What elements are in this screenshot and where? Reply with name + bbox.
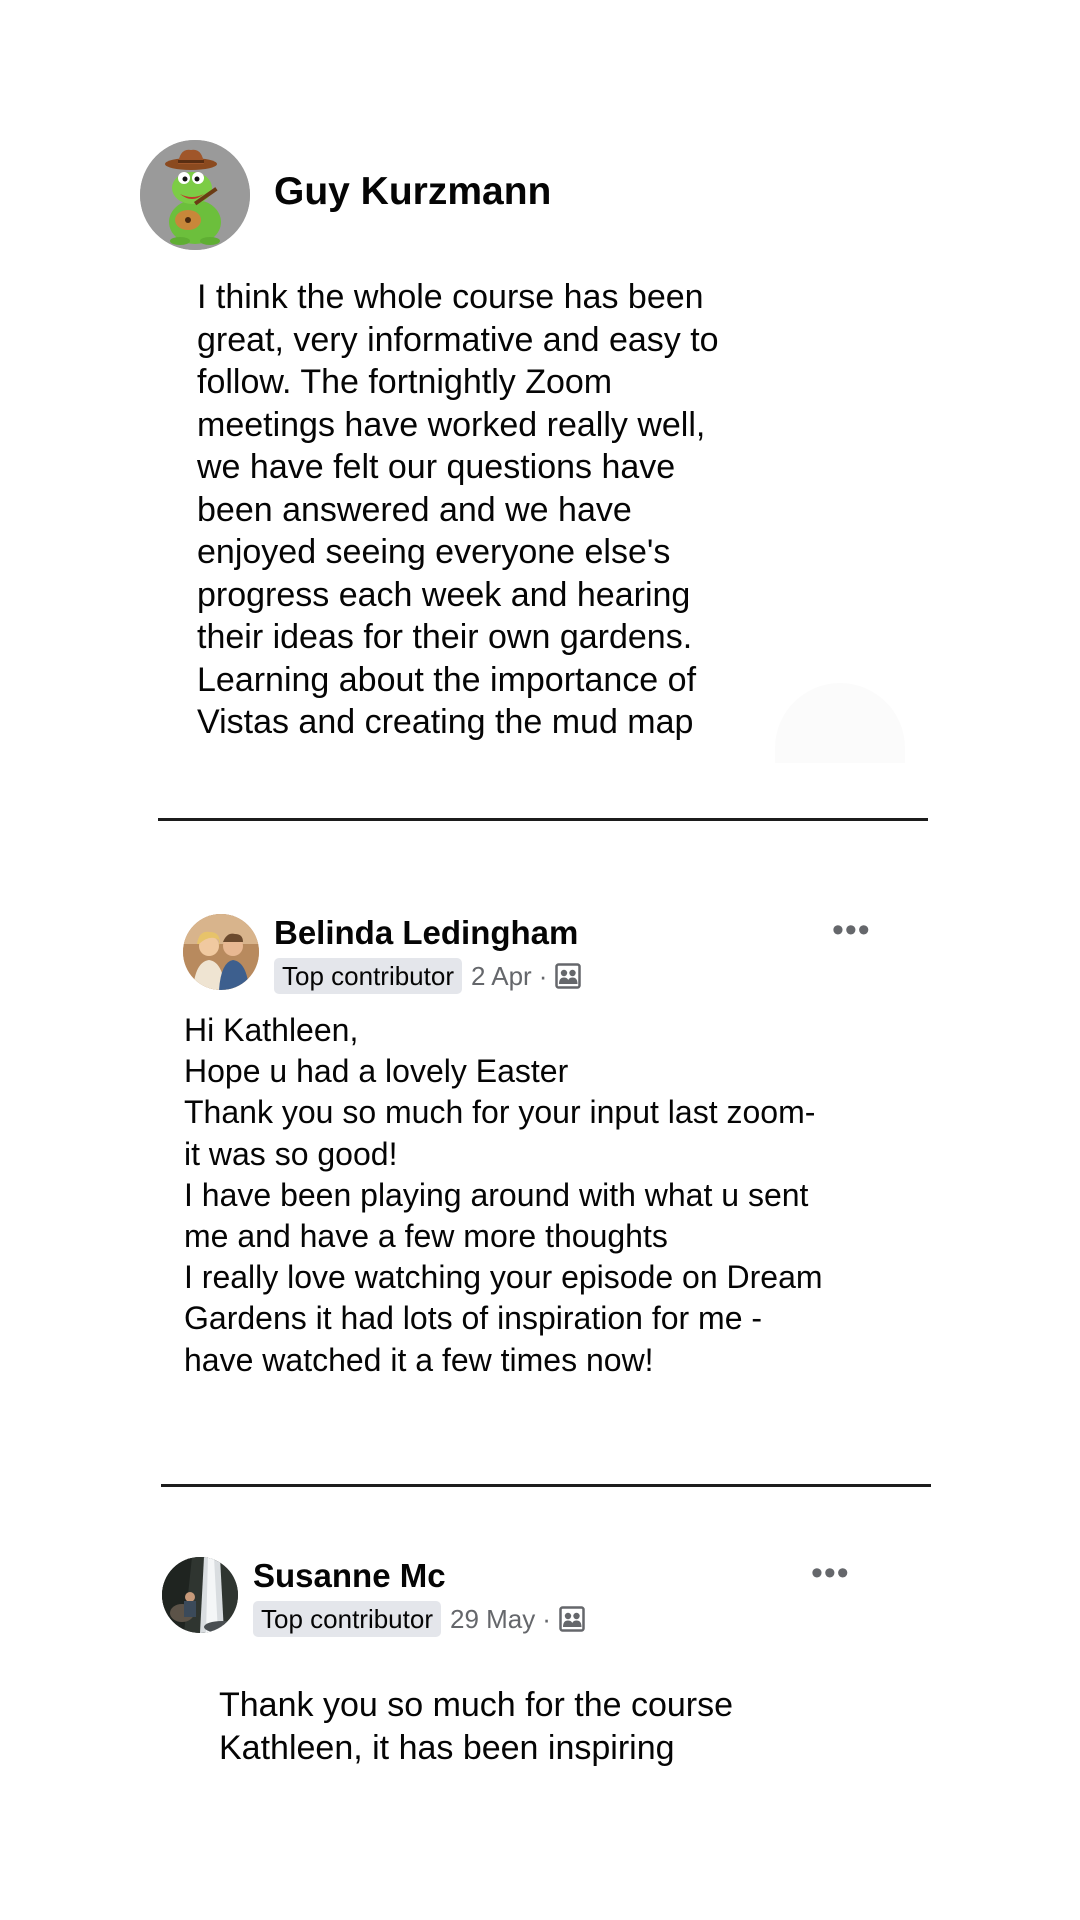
post-body-line: Vistas and creating the mud map bbox=[197, 703, 694, 741]
comment-date[interactable]: 29 May bbox=[449, 1603, 536, 1634]
comment-body-line: Thank you so much for your input last zoom- bbox=[184, 1094, 816, 1131]
avatar-susanne-mc[interactable] bbox=[162, 1557, 238, 1633]
meta-separator: · bbox=[538, 960, 548, 991]
frog-avatar-icon bbox=[140, 140, 250, 250]
avatar-guy-kurzmann[interactable] bbox=[140, 140, 250, 250]
group-members-icon bbox=[559, 1606, 585, 1632]
post-body-line: great, very informative and easy to bbox=[197, 320, 719, 359]
comment-author-name[interactable]: Belinda Ledingham bbox=[274, 914, 579, 951]
post-author-name[interactable]: Guy Kurzmann bbox=[274, 170, 552, 213]
meta-separator: · bbox=[542, 1603, 551, 1634]
comment-body-line: Hope u had a lovely Easter bbox=[184, 1053, 569, 1090]
post-body-line: we have felt our questions have bbox=[197, 448, 676, 486]
comment-date[interactable]: 2 Apr bbox=[470, 960, 532, 991]
group-members-icon bbox=[555, 963, 581, 989]
comment-body-line: Thank you so much for the course bbox=[219, 1686, 734, 1724]
post-body-text bbox=[197, 276, 797, 744]
comment-body-line: I really love watching your episode on Dream bbox=[184, 1259, 823, 1296]
post-body-line: follow. The fortnightly Zoom bbox=[197, 363, 613, 401]
avatar-belinda-ledingham[interactable] bbox=[183, 914, 259, 990]
comment-body-text bbox=[184, 1010, 904, 1381]
comment-body-line: me and have a few more thoughts bbox=[184, 1218, 668, 1255]
more-options-button[interactable]: ••• bbox=[832, 911, 871, 949]
comment-author-name[interactable]: Susanne Mc bbox=[253, 1557, 446, 1594]
post-body-line: their ideas for their own gardens. bbox=[197, 618, 693, 656]
post-body-line: I think the whole course has been bbox=[197, 278, 704, 316]
comment-body-line: Kathleen, it has been inspiring bbox=[219, 1729, 675, 1767]
post-body-line: enjoyed seeing everyone else's bbox=[197, 533, 671, 571]
waterfall-photo-avatar-icon bbox=[162, 1557, 238, 1633]
comment-body-line: it was so good! bbox=[184, 1135, 398, 1172]
comment-meta bbox=[253, 1601, 585, 1637]
comment-body-line: Hi Kathleen, bbox=[184, 1012, 359, 1048]
more-options-button[interactable]: ••• bbox=[811, 1554, 850, 1592]
comment-body-line: have watched it a few times now! bbox=[184, 1341, 654, 1378]
comment-body-line: Gardens it had lots of inspiration for me - bbox=[184, 1300, 763, 1337]
post-body-line: been answered and we have bbox=[197, 490, 632, 529]
section-divider bbox=[161, 1484, 931, 1487]
section-divider bbox=[158, 818, 928, 821]
couple-photo-avatar-icon bbox=[183, 914, 259, 990]
top-contributor-badge[interactable]: Top contributor bbox=[274, 958, 462, 994]
comment-meta bbox=[274, 958, 581, 994]
post-body-line: meetings have worked really well, bbox=[197, 405, 706, 444]
post-body-line: progress each week and hearing bbox=[197, 575, 691, 614]
post-body-line: Learning about the importance of bbox=[197, 660, 697, 699]
comment-body-line: I have been playing around with what u sent bbox=[184, 1176, 809, 1213]
comment-body-text bbox=[219, 1684, 939, 1770]
top-contributor-badge[interactable]: Top contributor bbox=[253, 1601, 441, 1637]
